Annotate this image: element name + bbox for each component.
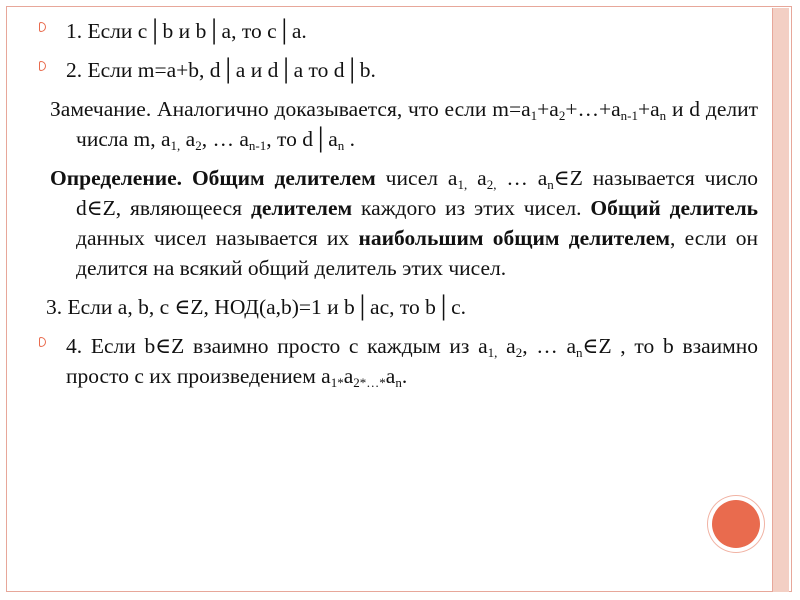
bullet-icon <box>38 337 50 351</box>
statement-4 <box>38 331 758 391</box>
statement-1-text: 1. Если c│b и b│a, то c│a. <box>66 19 307 43</box>
remark <box>38 94 758 154</box>
decorative-side-band <box>772 8 789 592</box>
definition <box>38 163 758 283</box>
decorative-circle-icon <box>712 500 760 548</box>
statement-2 <box>38 55 758 85</box>
bullet-icon <box>38 61 50 75</box>
definition-text: Определение. Общим делителем чисел $a_{1,}$ $a_{2,}$ … $a_n\in Z$ называется число d∈Z, являющееся делителем каждого из этих чисел. Общий делитель данных чисел называется их наибольшим общим делителем, если он делится на всякий общий делитель этих чисел. <box>50 166 759 280</box>
bullet-icon <box>38 22 50 36</box>
statement-3 <box>38 292 758 322</box>
remark-text: Замечание. Аналогично доказывается, что если $m=a_1+a_2+\dots+a_{n-1}+a_n$ и d делит числа m, $a_{1,}$ $a_2$, … $a_{n-1}$, то $d│a_n$ . <box>50 97 758 153</box>
statement-3-text: 3. Если a, b, c ∈Z, НОД(a,b)=1 и b│ac, то b│c. <box>46 295 467 319</box>
statement-1 <box>38 16 758 46</box>
statement-2-text: 2. Если m=a+b, d│a и d│a то d│b. <box>66 58 376 82</box>
statement-4-text: 4. Если b∈Z взаимно просто с каждым из $a_{1,}$ $a_2$, … $a_n\in Z$ , то b взаимно просто с их произведением $a_{1*}a_{2*\dots*}a_n$. <box>66 334 759 390</box>
slide-content <box>38 16 758 400</box>
